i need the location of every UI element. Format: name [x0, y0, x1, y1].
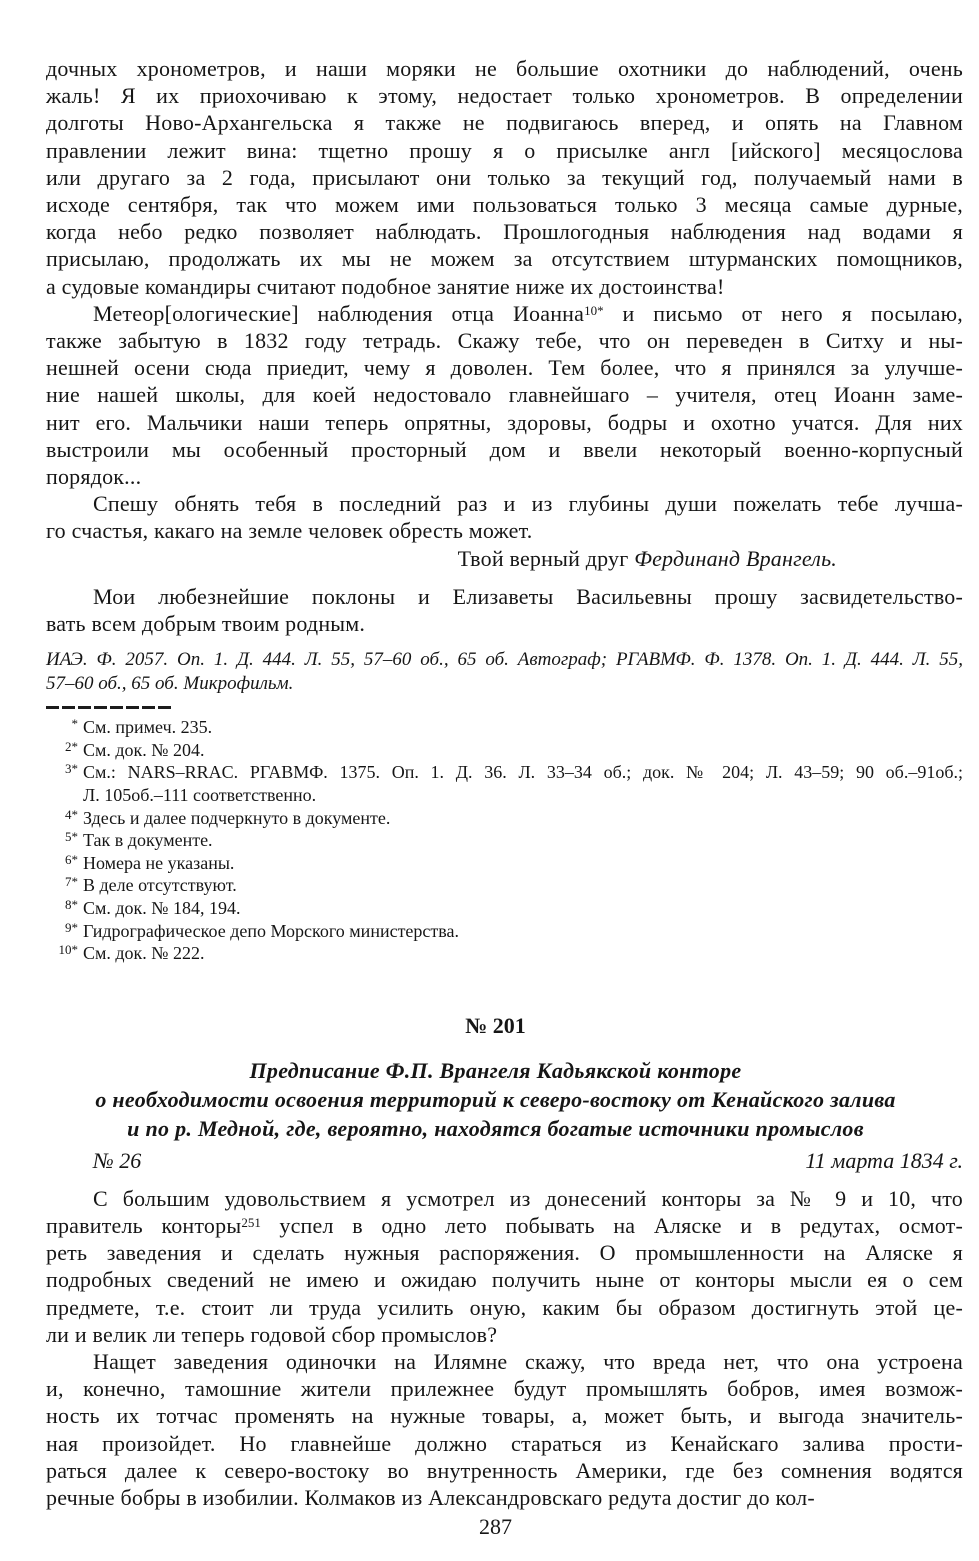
text-line: ИАЭ. Ф. 2057. Оп. 1. Д. 444. Л. 55, 57–60 об., 65 об. Автограф; РГАВМФ. Ф. 1378. Оп. 1. Д. 444. Л. 55, — [46, 649, 963, 671]
footnote — [46, 739, 963, 762]
document-paragraph-1 — [46, 1185, 963, 1348]
letter-paragraph-meteo — [46, 300, 963, 490]
footnote-marker: * — [71, 716, 78, 732]
letter-paragraph-farewell — [46, 490, 963, 544]
page-number: 287 — [479, 1514, 512, 1540]
text-line: В деле отсутствуют. — [83, 875, 237, 896]
text-line: ная произойдет. Но главнейше должно стараться из Кенайскаго залива прости- — [46, 1430, 963, 1456]
text-line: го счастья, какаго на земле человек обресть может. — [46, 518, 533, 544]
footnote-marker: 5* — [65, 829, 78, 845]
document-title — [46, 1056, 963, 1144]
footnote-text — [83, 920, 963, 943]
text-line: Нащет заведения одиночки на Илямне скажу, что вреда нет, что она устроена — [93, 1348, 963, 1374]
text-line: жаль! Я их приохочиваю к этому, недостает только хронометров. В определении — [46, 83, 963, 109]
document-title-line: Предписание Ф.П. Врангеля Кадьякской конторе — [249, 1057, 742, 1083]
text-line: нешней осени сюда приедит, чему я доволен. Тем более, что я принялся за улучше- — [46, 355, 963, 381]
text-line: Здесь и далее подчеркнуто в документе. — [83, 807, 391, 828]
text-line: Номера не указаны. — [83, 852, 235, 873]
signature-name: Фердинанд Врангель. — [634, 545, 837, 571]
footnote-marker: 4* — [65, 806, 78, 822]
document-date: 11 марта 1834 г. — [805, 1147, 963, 1173]
document-number: № 26 — [93, 1147, 142, 1173]
signature-lead: Твой верный друг — [457, 545, 635, 571]
footnote — [46, 897, 963, 920]
footnote — [46, 852, 963, 875]
letter-signature — [46, 545, 963, 572]
text-line: Гидрографическое депо Морского министерства. — [83, 920, 460, 941]
text-line: дочных хронометров, и наши моряки не большие охотники до наблюдений, очень — [46, 56, 963, 81]
footnote-text — [83, 897, 963, 920]
footnote-marker: 3* — [65, 761, 78, 777]
text-line: См. док. № 222. — [83, 943, 205, 964]
footnote-text — [83, 739, 963, 762]
footnote-text — [83, 716, 963, 739]
document-201 — [46, 1012, 963, 1511]
text-line: См. док. № 204. — [83, 739, 205, 760]
footnotes-list — [46, 716, 963, 965]
footnote-text — [83, 761, 963, 806]
document-meta — [46, 1147, 963, 1174]
text-line: ли и велик ли теперь годовой сбор промыслов? — [46, 1321, 498, 1347]
footnote — [46, 829, 963, 852]
text-line: 57–60 об., 65 об. Микрофильм. — [46, 673, 294, 695]
footnote-text — [83, 852, 963, 875]
text-line: С большим удовольствием я усмотрел из донесений конторы за № 9 и 10, что — [93, 1185, 963, 1211]
footnote-marker: 10* — [58, 942, 78, 958]
document-title-line: о необходимости освоения территорий к северо-востоку от Кенайского залива — [95, 1087, 896, 1113]
text-line: Мои любезнейшие поклоны и Елизаветы Васильевны прошу засвидетельство- — [93, 583, 963, 609]
text-line: реть заведения и сделать нужныя распоряжения. О промышленности на Аляске я — [46, 1240, 963, 1266]
text-line: порядок... — [46, 464, 142, 490]
text-line: Спешу обнять тебя в последний раз и из глубины души пожелать тебе лучша- — [93, 491, 963, 517]
text-line: нит его. Мальчики наши теперь опрятны, здоровы, бодры и охотно учатся. Для них — [46, 409, 963, 435]
footnote-text — [83, 874, 963, 897]
footnote-separator — [46, 706, 172, 709]
text-column — [46, 55, 963, 1540]
footnote-marker: 6* — [65, 851, 78, 867]
letter-continuation — [46, 55, 963, 696]
archive-citation — [46, 648, 963, 696]
footnote — [46, 942, 963, 965]
footnote-marker: 8* — [65, 897, 78, 913]
text-line: ние нашей школы, для коей недостовало главнейшаго – учителя, отец Иоанн заме- — [46, 382, 963, 408]
text-line: См. док. № 184, 194. — [83, 898, 241, 919]
text-line: Л. 105об.–111 соответственно. — [83, 785, 317, 806]
text-line: правлении лежит вина: тщетно прошу я о присылке англ [ийского] месяцослова — [46, 137, 963, 163]
footnote — [46, 920, 963, 943]
footnote-marker: 7* — [65, 874, 78, 890]
text-line: Метеор[ологические] наблюдения отца Иоанна$^{10*}$ и письмо от него я посылаю, — [93, 300, 963, 326]
text-line: а судовые командиры считают подобное занятие ниже их достоинства! — [46, 273, 725, 299]
footnote-marker: 9* — [65, 919, 78, 935]
footnote — [46, 874, 963, 897]
text-line: долготы Ново-Архангельска я также не подвигаюсь вперед, и опять на Главном — [46, 110, 963, 136]
footnote — [46, 761, 963, 806]
text-line: вать всем добрым твоим родным. — [46, 611, 366, 637]
footnote-text — [83, 942, 963, 965]
text-line: Так в документе. — [83, 830, 213, 851]
text-line: и, конечно, тамошние жители прилежнее будут промышлять бобров, имея возмож- — [46, 1376, 963, 1402]
document-paragraph-2 — [46, 1348, 963, 1511]
text-line: раться далее к северо-востоку во внутренность Америки, где без сомнения водятся — [46, 1457, 963, 1483]
text-line: См.: NARS–RRAC. РГАВМФ. 1375. Оп. 1. Д. 36. Л. 33–34 об.; док. № 204; Л. 43–59; 90 об.–91об.; — [83, 762, 963, 783]
text-line: подробных сведений не имею и ожидаю получить ныне от конторы мысли ея о сем — [46, 1267, 963, 1293]
letter-paragraph-regards — [46, 583, 963, 637]
document-number-heading: № 201 — [465, 1012, 526, 1038]
text-line: присылаю, продолжать их мы не можем за отсутствием штурманских помощников, — [46, 246, 963, 272]
text-line: предмете, т.е. стоит ли труда усилить оную, каким бы образом достигнуть этой це- — [46, 1294, 963, 1320]
document-title-line: и по р. Медной, где, вероятно, находятся богатые источники промыслов — [127, 1116, 864, 1142]
footnote — [46, 716, 963, 739]
footnote — [46, 807, 963, 830]
text-line: когда небо редко позволяет наблюдать. Прошлогодныя наблюдения над водами я — [46, 219, 963, 245]
text-line: также забытую в 1832 году тетрадь. Скажу тебе, что он переведен в Ситху и ны- — [46, 328, 963, 354]
text-line: речные бобры в изобилии. Колмаков из Александровскаго редута достиг до кол- — [46, 1484, 815, 1510]
text-line: правитель конторы$^{251}$ успел в одно лето побывать на Аляске и в редутах, осмот- — [46, 1212, 963, 1238]
letter-paragraph-unfinished — [46, 55, 963, 300]
text-line: ность их тотчас променять на нужные товары, а, может быть, и выгода значитель- — [46, 1403, 963, 1429]
text-line: исходе сентября, так что можем ими пользоваться только 3 месяца самые дурные, — [46, 192, 963, 218]
text-line: выстроили мы особенный просторный дом и ввели некоторый военно-корпусный — [46, 436, 963, 462]
text-line: или другаго за 2 года, присылают они только за текущий год, получаемый нами в — [46, 164, 963, 190]
footnote-text — [83, 829, 963, 852]
footnote-marker: 2* — [65, 738, 78, 754]
footnote-text — [83, 807, 963, 830]
text-line: См. примеч. 235. — [83, 717, 213, 738]
